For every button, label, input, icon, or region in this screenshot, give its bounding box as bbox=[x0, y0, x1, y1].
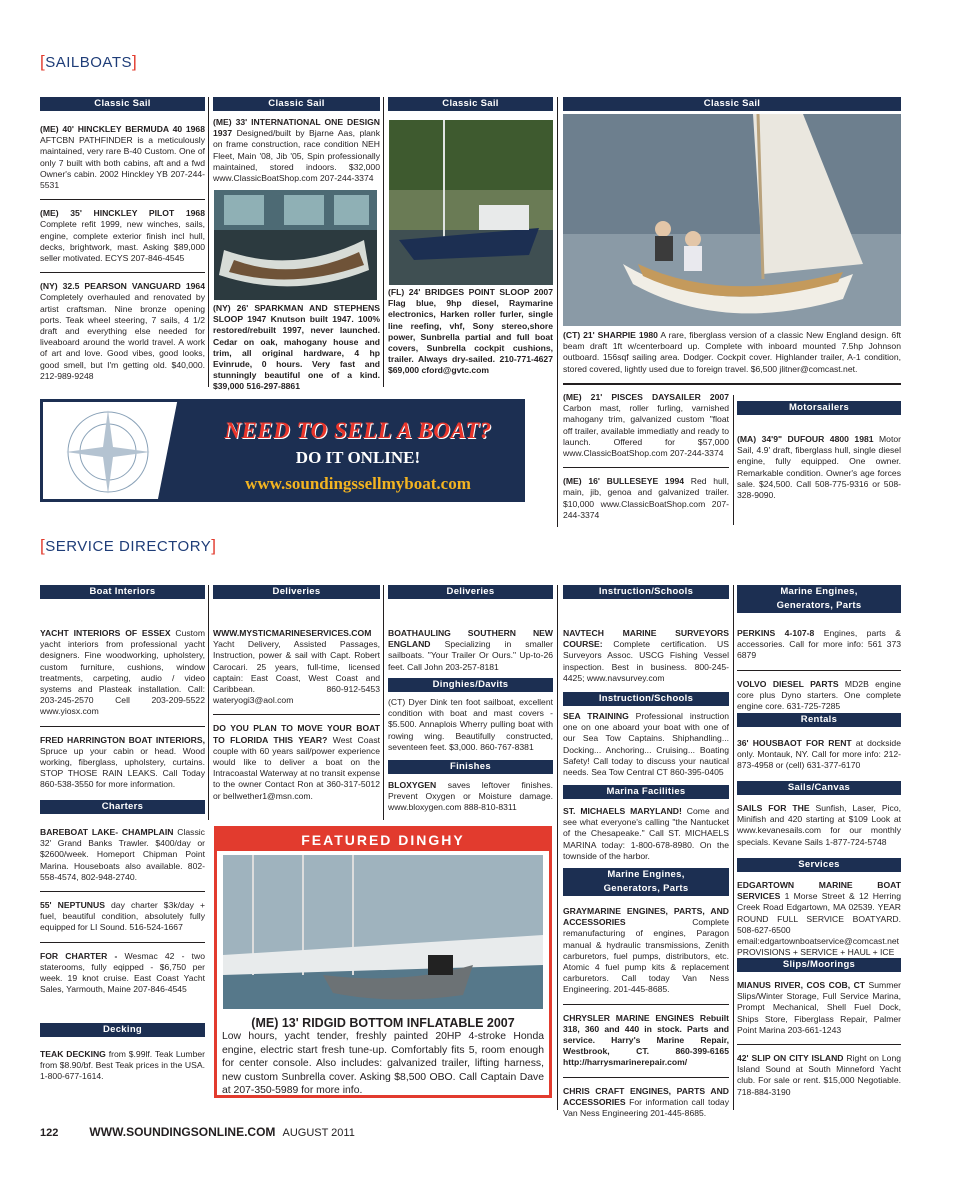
listing: (CT) Dyer Dink ten foot sailboat, excellent condition with boat and mast covers - $5.500. Annaplois Wherry pulling boat with rowing wing. Beautifully constructed, seventeen feet. $3,000. 860-767-8381 bbox=[388, 697, 553, 752]
listing: NAVTECH MARINE SURVEYORS COURSE: Complete certification. US Surveyors Assoc. USCG Fishing Vessel inspection. Best in business. 800-245-4425; www.navsurvey.com bbox=[563, 628, 729, 683]
section-title-service bbox=[40, 536, 217, 556]
column-sail-2 bbox=[213, 117, 380, 200]
listing: 55' NEPTUNUS day charter $3k/day + fuel, beautiful condition, absolutely fully equipped for LI Sound. 516-524-1667 bbox=[40, 900, 205, 943]
issue-date: AUGUST 2011 bbox=[282, 1127, 355, 1139]
column-rule bbox=[383, 97, 384, 387]
column-dinghies bbox=[388, 697, 553, 769]
column-rule bbox=[208, 585, 209, 820]
column-rule bbox=[383, 585, 384, 820]
page-footer bbox=[40, 1125, 355, 1139]
column-sail-3 bbox=[388, 287, 553, 393]
listing: (NY) 32.5 PEARSON VANGUARD 1964 Completely overhauled and renovated by artist craftsman. Nine bronze opening ports. Teak wheel steering, 7 sails, 4 1/2 draft and everything else needed for liveaboard around the world travel. A work of art and love. Good vibes, good looks, good smell, but I'm getting old. $40,000. 212-989-9248 bbox=[40, 281, 205, 381]
photo-dinghy bbox=[223, 855, 543, 1009]
section-label: SAILBOATS bbox=[45, 54, 132, 71]
header-slips: Slips/Moorings bbox=[737, 958, 901, 972]
column-engines bbox=[563, 906, 729, 1135]
listing: YACHT INTERIORS OF ESSEX Custom yacht interiors from professional yacht designers. Fine woodworking, upholstery, custom furniture, cushions, window treatments, carpeting, audio / video systems and Plasteak installation. Call: 203-245-2570 Cell 203-209-5522 www.yiosx.com bbox=[40, 628, 205, 727]
listing: BOATHAULING SOUTHERN NEW ENGLAND Specializing in smaller sailboats. "Your Trailer Or Ours." Up-to-26 feet. Call John 203-257-8181 bbox=[388, 628, 553, 672]
banner-headline: NEED TO SELL A BOAT? bbox=[224, 418, 492, 443]
column-motorsailers bbox=[737, 434, 901, 517]
listing: DO YOU PLAN TO MOVE YOUR BOAT TO FLORIDA THIS YEAR? West Coast couple with 60 years sail/power experience would like to deliver a boat on the Intracoastal Waterway at no transit expense to the owner Contact Ron at 360-317-5012 or bellwether1@msn.com. bbox=[213, 723, 380, 801]
listing: FRED HARRINGTON BOAT INTERIORS, Spruce up your cabin or head. Wood working, fiberglass, upholstery, curtains. STOP THOSE RAIN LEAKS. Call Today 860-538-3550 for more information. bbox=[40, 734, 205, 790]
bracket-open: [ bbox=[40, 536, 46, 555]
compass-rose-icon bbox=[53, 407, 163, 497]
section-title-sailboats bbox=[40, 52, 137, 72]
listing: WWW.MYSTICMARINESERVICES.COM Yacht Delivery, Assisted Passages, Instruction, power & sail with Capt. Robert Carocari. 25 years, full-time, licensed captain: East Coast, West Coast and Caribbean. 860-912-5453 wateryogi3@aol.com bbox=[213, 628, 380, 715]
column-instruction bbox=[563, 711, 729, 794]
featured-body: Low hours, yacht tender, freshly painted 20HP 4-stroke Honda engine, electric start fresh tune-up. Comfortably fits 5, room enough for center console. Also includes: galvanized trailer, lifting harness, new custom Sunbrella cover. Asking $8,500 OBO. Call Captain Dave at 207-350-5989 for more info. bbox=[222, 1031, 544, 1096]
header-dinghies: Dinghies/Davits bbox=[388, 678, 553, 692]
header-boat-interiors: Boat Interiors bbox=[40, 585, 205, 599]
listing: SAILS FOR THE Sunfish, Laser, Pico, Minifish and 420 starting at $109 Look at www.kevanesails.com for our monthly specials. Kevane Sails 1-877-724-5748 bbox=[737, 803, 901, 847]
section-label: SERVICE DIRECTORY bbox=[45, 538, 212, 555]
listing: VOLVO DIESEL PARTS MD2B engine core plus Dyno starters. One complete engine core. 631-725-7285 bbox=[737, 678, 901, 712]
photo-sharpie bbox=[563, 114, 901, 326]
header-motorsailers: Motorsailers bbox=[737, 401, 901, 415]
listing: (ME) 33' INTERNATIONAL ONE DESIGN 1937 Designed/built by Bjarne Aas, plank on frame construction, race condition NEH Fleet, Main '08, Jib '05, Spin professionally maintained, stored indoors. $32,000 www.ClassicBoatShop.com 207-244-3374 bbox=[213, 117, 380, 184]
listing: (MA) 34'9" DUFOUR 4800 1981 Motor Sail, 4.9' draft, fiberglass hull, single diesel engine, fully equipped. One owner. Remarkable condition. Owner's age forces sale. $24,500. Call 508-775-9316 or 508-328-9090. bbox=[737, 434, 901, 501]
header-decking: Decking bbox=[40, 1023, 205, 1037]
header-instruction: Instruction/Schools bbox=[563, 692, 729, 706]
page-number: 122 bbox=[40, 1127, 59, 1139]
column-sail-4 bbox=[563, 330, 901, 393]
header-charters: Charters bbox=[40, 800, 205, 814]
listing: (ME) 21' PISCES DAYSAILER 2007 Carbon mast, roller furling, varnished mahogany trim, galvanized custom "float off trailer, available immediatly and ready to launch. Offered for $57,000 www.ClassicBoatShop.com 207-244-3374 bbox=[563, 392, 729, 468]
column-rule bbox=[733, 395, 734, 525]
photo-boat-interior bbox=[214, 190, 377, 300]
listing: (FL) 24' BRIDGES POINT SLOOP 2007 Flag blue, 9hp diesel, Raymarine electronics, Harken roller furler, single line reefing, vhf, Sony stereo,shore power, Sunbrella partial and full boat covers, Sunbrella cockpit cushions, trailer. Always dry-sailed. 210-771-4627 $69,000 cford@gvtc.com bbox=[388, 287, 553, 376]
column-sails bbox=[737, 803, 901, 864]
listing: EDGARTOWN MARINE BOAT SERVICES 1 Morse Street & 12 Herring Creek Road Edgartown, MA 02539. YEAR ROUND FULL SERVICE BOATYARD. 508-627-6500 email:edgartownboatservice@comcast.net PROVISIONS + SERVICE + HAUL + ICE bbox=[737, 880, 901, 958]
featured-title: FEATURED DINGHY bbox=[217, 829, 549, 851]
banner-subhead: DO IT ONLINE! bbox=[295, 448, 421, 467]
column-service-4 bbox=[563, 628, 729, 700]
header-services: Services bbox=[737, 858, 901, 872]
header-marine-engines: Marine Engines, Generators, Parts bbox=[563, 868, 729, 896]
listing: BAREBOAT LAKE- CHAMPLAIN Classic 32' Grand Banks Trawler. $400/day or $2600/week. Homeport Chipman Point Marina. Houseboats also available. 802-558-4574, 802-948-2740. bbox=[40, 827, 205, 892]
listing: (ME) 40' HINCKLEY BERMUDA 40 1968 AFTCBN PATHFINDER is a meticulously maintained, very rare B-40 Custom. One of only 7 built with both cabins, aft and a fwd Owner's cabin. 2002 Hinckley YB 207-244-5531 bbox=[40, 124, 205, 200]
listing: FOR CHARTER - Wesmac 42 - two staterooms, fully eqipped - $6,750 per week. 19 knot cruise. East Coast Yacht Sales, Yarmouth, Maine 207-846-4545 bbox=[40, 950, 205, 995]
listing: (ME) 35' HINCKLEY PILOT 1968 Complete refit 1999, new winches, sails, engine, complete exterior finish incl hull, decks, brightwork, mast. Asking $89,000 seller motivated. ECYS 207-846-4545 bbox=[40, 208, 205, 273]
listing: CHRYSLER MARINE ENGINES Rebuilt 318, 360 and 440 in stock. Parts and service. Harry's Marine Repair, Westbrook, CT. 860-399-6165 http://harrysmarinerepair.com/ bbox=[563, 1013, 729, 1078]
header-deliveries: Deliveries bbox=[213, 585, 380, 599]
listing: ST. MICHAELS MARYLAND! Come and see what everyone's calling "the Nantucket of the Chesapeake." Call ST. MICHAELS MARINA today: 1-800-678-8980. On the townside of the harbor. bbox=[563, 806, 729, 861]
column-decking bbox=[40, 1049, 205, 1099]
header-instruction: Instruction/Schools bbox=[563, 585, 729, 599]
header-classic-sail: Classic Sail bbox=[213, 97, 380, 111]
column-sail-2b bbox=[213, 303, 380, 409]
listing: PERKINS 4-107-8 Engines, parts & accessories. Call for more info: 561 373 6879 bbox=[737, 628, 901, 671]
listing: 36' HOUSBAOT FOR RENT at dockside only. Montauk, NY. Call for more info: 212-873-4958 or (cell) 631-377-6170 bbox=[737, 738, 901, 771]
header-sails: Sails/Canvas bbox=[737, 781, 901, 795]
column-finishes bbox=[388, 780, 553, 830]
listing: (CT) 21' SHARPIE 1980 A rare, fiberglass version of a classic New England design. 6ft beam draft 1ft w/centerboard up. Complete with inboard mounted 7.5hp Johnson outboard. 156sqf sailing area. Dodger. Cockpit cover. Highlander trailer, A-1 condition, stored covered, lightly used due to foreign travel. $6,500 jlitner@comcast.net. bbox=[563, 330, 901, 385]
header-classic-sail: Classic Sail bbox=[40, 97, 205, 111]
listing: SEA TRAINING Professional instruction one on one aboard your boat with one of our Sea Tow Captains. Shiphandling... Docking... Anchoring... Cruising... Boating Safety! Call today to discuss your nautical needs. Sea Tow Central CT 860-395-0405 bbox=[563, 711, 729, 778]
column-rule bbox=[557, 97, 558, 527]
photo-sloop bbox=[389, 120, 553, 285]
listing: BLOXYGEN saves leftover finishes. Prevent Oxygen or Moisture damage. www.bloxygen.com 888-810-8311 bbox=[388, 780, 553, 813]
header-finishes: Finishes bbox=[388, 760, 553, 774]
listing: (NY) 26' SPARKMAN AND STEPHENS SLOOP 1947 Knutson built 1947. 100% restored/rebuilt 1997, never launched. Cedar on oak, mahogany house and trim, all original hardware, 4 hp Evinrude, 0 hours. Very fast and stunningly beautiful one of a kind. $39,000 516-297-8861 bbox=[213, 303, 380, 392]
featured-heading: (ME) 13' RIDGID BOTTOM INFLATABLE 2007 bbox=[251, 1016, 515, 1030]
column-charters bbox=[40, 827, 205, 1011]
column-rule bbox=[208, 97, 209, 387]
listing: MIANUS RIVER, COS COB, CT Summer Slips/Winter Storage, Full Service Marina, Prompt Mechanical, Shell Fuel Dock, Ships Store, Fiberglass Repair, Palmer Point Marina 203-661-1243 bbox=[737, 980, 901, 1045]
header-rentals: Rentals bbox=[737, 713, 901, 727]
header-classic-sail: Classic Sail bbox=[563, 97, 901, 111]
column-service-2 bbox=[213, 628, 380, 818]
header-marine-engines: Marine Engines, Generators, Parts bbox=[737, 585, 901, 613]
column-service-1 bbox=[40, 628, 205, 807]
site-url[interactable]: WWW.SOUNDINGSONLINE.COM bbox=[89, 1125, 276, 1139]
column-rule bbox=[557, 585, 558, 1110]
sell-boat-banner[interactable] bbox=[40, 399, 525, 502]
featured-dinghy-box bbox=[214, 826, 552, 1098]
listing: GRAYMARINE ENGINES, PARTS, AND ACCESSORIES Complete remanufacturing of engines, Paragon manual & hydraulic transmissions, Zenith carburetors, fuel pumps, distributors, etc. Atomic 4 fuel pump kits & replacement carburetors. Call today Van Ness Engineering. 201-445-8685. bbox=[563, 906, 729, 1005]
header-classic-sail: Classic Sail bbox=[388, 97, 553, 111]
header-marina: Marina Facilities bbox=[563, 785, 729, 799]
listing: (ME) 16' BULLESEYE 1994 Red hull, main, jib, genoa and galvanized trailer. $10,000 www.ClassicBoatShop.com 207-244-3374 bbox=[563, 476, 729, 520]
column-sail-1 bbox=[40, 124, 205, 398]
bracket-open: [ bbox=[40, 52, 46, 71]
column-slips bbox=[737, 980, 901, 1114]
listing: CHRIS CRAFT ENGINES, PARTS AND ACCESSORIES For information call today Van Ness Engineering 201-445-8685. bbox=[563, 1085, 729, 1119]
listing: TEAK DECKING from $.99lf. Teak Lumber from $8.90/bf. Best Teak prices in the USA. 1-800-677-1614. bbox=[40, 1049, 205, 1082]
header-deliveries: Deliveries bbox=[388, 585, 553, 599]
column-sail-4b bbox=[563, 392, 729, 537]
column-rule bbox=[733, 585, 734, 1110]
bracket-close: ] bbox=[132, 52, 138, 71]
listing: 42' SLIP ON CITY ISLAND Right on Long Island Sound at South Minneford Yacht club. For sale or rent. $15,000 Negotiable. 718-884-3190 bbox=[737, 1053, 901, 1097]
banner-url-link[interactable]: www.soundingssellmyboat.com bbox=[245, 474, 471, 493]
bracket-close: ] bbox=[211, 536, 217, 555]
